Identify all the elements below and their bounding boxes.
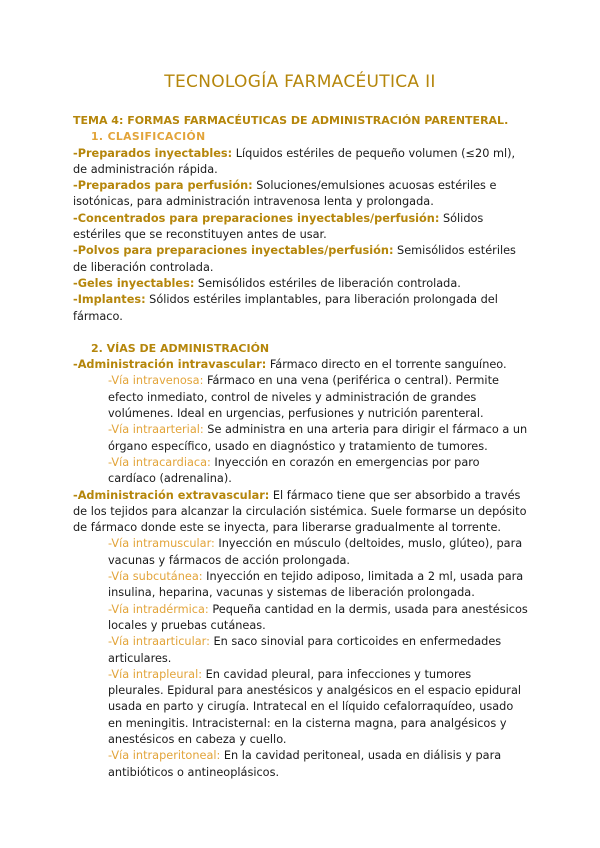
definition: Líquidos estériles de pequeño volumen (≤20 ml), de administración rápida.	[73, 146, 516, 176]
document-body	[73, 113, 528, 781]
sub-paragraph	[73, 667, 528, 748]
tema-heading: TEMA 4: FORMAS FARMACÉUTICAS DE ADMINISTRACIÓN PARENTERAL.	[73, 114, 509, 127]
definition: Inyección en músculo (deltoides, muslo, glúteo), para vacunas y fármacos de acción prolongada.	[108, 537, 523, 567]
term: -Preparados para perfusión:	[73, 179, 253, 193]
definition: Sólidos estériles que se reconstituyen antes de usar.	[73, 211, 484, 242]
section-heading-vias: 2. VÍAS DE ADMINISTRACIÓN	[91, 341, 270, 355]
sub-paragraph	[73, 748, 528, 781]
sub-paragraph	[73, 422, 528, 455]
sub-paragraph	[73, 634, 528, 667]
via-term: -Vía intravenosa:	[108, 374, 204, 388]
paragraph	[73, 211, 528, 244]
definition: En saco sinovial para corticoides en enfermedades articulares.	[108, 635, 502, 665]
definition: En cavidad pleural, para infecciones y tumores pleurales. Epidural para anestésicos y analgésicos en el espacio epidural usada en parto y cirugía. Intratecal en el líquido cefalorraquídeo, usado en meningitis. Intracisternal: en la cisterna magna, para analgésicos y anestésicos en cabeza y cuello.	[108, 667, 522, 746]
section-heading-clasificacion: 1. CLASIFICACIÓN	[91, 130, 206, 144]
definition: Fármaco directo en el torrente sanguíneo.	[266, 358, 507, 372]
sub-paragraph	[73, 373, 528, 422]
via-term: -Vía intraarterial:	[108, 423, 204, 437]
definition: Inyección en tejido adiposo, limitada a 2 ml, usada para insulina, heparina, vacunas y sistemas de liberación prolongada.	[108, 570, 524, 600]
term: -Geles inyectables:	[73, 276, 195, 290]
paragraph	[73, 357, 528, 373]
sub-paragraph	[73, 455, 528, 488]
paragraph	[73, 276, 528, 292]
via-term: -Vía intracardiaca:	[108, 455, 211, 469]
via-term: -Vía intrapleural:	[108, 667, 203, 681]
via-term: -Vía intraperitoneal:	[108, 749, 221, 763]
paragraph	[73, 146, 528, 179]
term: -Polvos para preparaciones inyectables/perfusión:	[73, 244, 394, 258]
term: -Concentrados para preparaciones inyectables/perfusión:	[73, 211, 440, 225]
paragraph	[73, 178, 528, 211]
sub-paragraph	[73, 536, 528, 569]
definition: Fármaco en una vena (periférica o central). Permite efecto inmediato, control de niveles y administración de grandes volúmenes. Ideal en urgencias, perfusiones y nutrición parenteral.	[108, 374, 499, 421]
sub-paragraph	[73, 602, 528, 635]
definition: El fármaco tiene que ser absorbido a través de los tejidos para alcanzar la circulación sistémica. Suele formarse un depósito de fármaco donde este se inyecta, para liberarse gradualmente al torrente.	[73, 488, 527, 535]
paragraph	[73, 243, 528, 276]
definition: Soluciones/emulsiones acuosas estériles e isotónicas, para administración intravenosa lenta y prolongada.	[73, 179, 497, 209]
definition: Pequeña cantidad en la dermis, usada para anestésicos locales y pruebas cutáneas.	[108, 602, 528, 632]
term: -Administración extravascular:	[73, 488, 270, 502]
definition: En la cavidad peritoneal, usada en diálisis y para antibióticos o antineoplásicos.	[108, 749, 502, 779]
definition: Se administra en una arteria para dirigir el fármaco a un órgano específico, usado en diagnóstico y tratamiento de tumores.	[108, 423, 528, 453]
via-term: -Vía intraarticular:	[108, 635, 210, 649]
definition: Inyección en corazón en emergencias por paro cardíaco (adrenalina).	[108, 455, 480, 486]
term: -Administración intravascular:	[73, 358, 267, 372]
term: -Implantes:	[73, 293, 146, 307]
definition: Semisólidos estériles de liberación controlada.	[73, 244, 516, 274]
sub-paragraph	[73, 569, 528, 602]
definition: Semisólidos estériles de liberación controlada.	[194, 276, 461, 290]
paragraph	[73, 292, 528, 325]
term: -Preparados inyectables:	[73, 146, 233, 160]
via-term: -Vía subcutánea:	[108, 570, 203, 584]
paragraph	[73, 488, 528, 537]
document-title: TECNOLOGÍA FARMACÉUTICA II	[164, 72, 436, 92]
via-term: -Vía intradérmica:	[108, 602, 209, 616]
via-term: -Vía intramuscular:	[108, 537, 215, 551]
definition: Sólidos estériles implantables, para liberación prolongada del fármaco.	[73, 293, 498, 323]
